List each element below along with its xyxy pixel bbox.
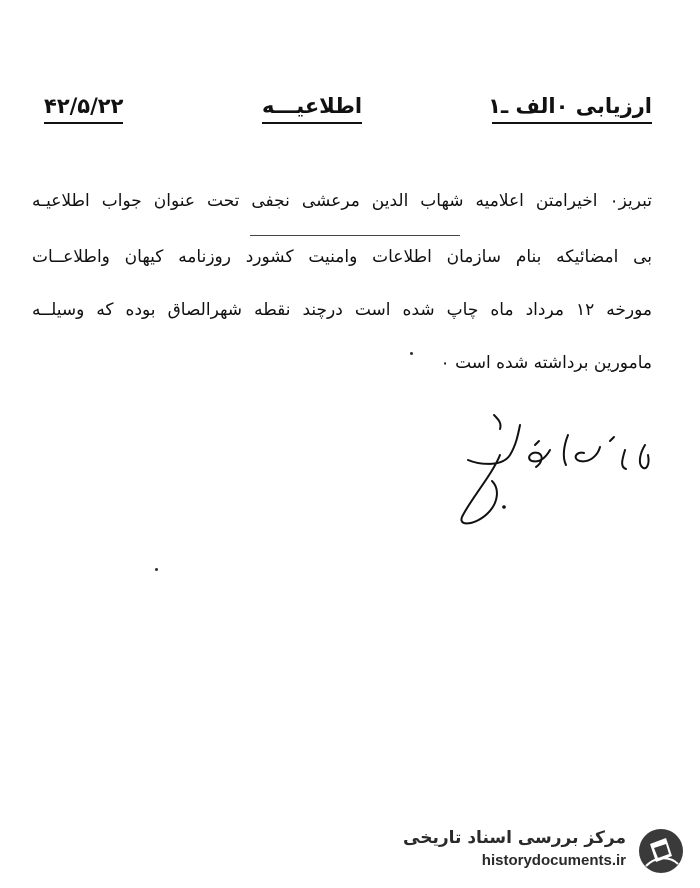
date-underline: [44, 122, 123, 124]
body-line-3: مورخه ۱۲ مرداد ماه چاپ شده است درچند نقطه شهرالصاق بوده که وسیلــه: [32, 300, 652, 320]
ink-speck: [410, 352, 413, 355]
ink-speck: [155, 568, 158, 571]
body-line-2: بی امضائیکه بنام سازمان اطلاعات وامنیت کشورد روزنامه کیهان واطلاعــات: [32, 247, 652, 267]
archive-url: historydocuments.ir: [481, 852, 626, 869]
title-underline: [262, 122, 362, 124]
document-title: اطلاعیـــه: [262, 94, 363, 118]
archive-name: مرکز بررسی اسناد تاریخی: [403, 828, 626, 848]
handwritten-annotation: [440, 405, 680, 535]
reference-underline: [492, 122, 652, 124]
archive-logo-icon: [636, 826, 686, 876]
document-date: ۴۲/۵/۲۲: [44, 94, 124, 118]
reference-number: ارزیابی ۰الف ـ۱: [488, 94, 652, 118]
body-line-4: مامورین برداشته شده است ۰: [440, 353, 652, 373]
margin-rule: [250, 235, 460, 236]
body-line-1: تبریز۰ اخیرامتن اعلامیه شهاب الدین مرعشی نجفی تحت عنوان جواب اطلاعیـه: [32, 191, 652, 211]
archive-watermark: [400, 822, 690, 882]
